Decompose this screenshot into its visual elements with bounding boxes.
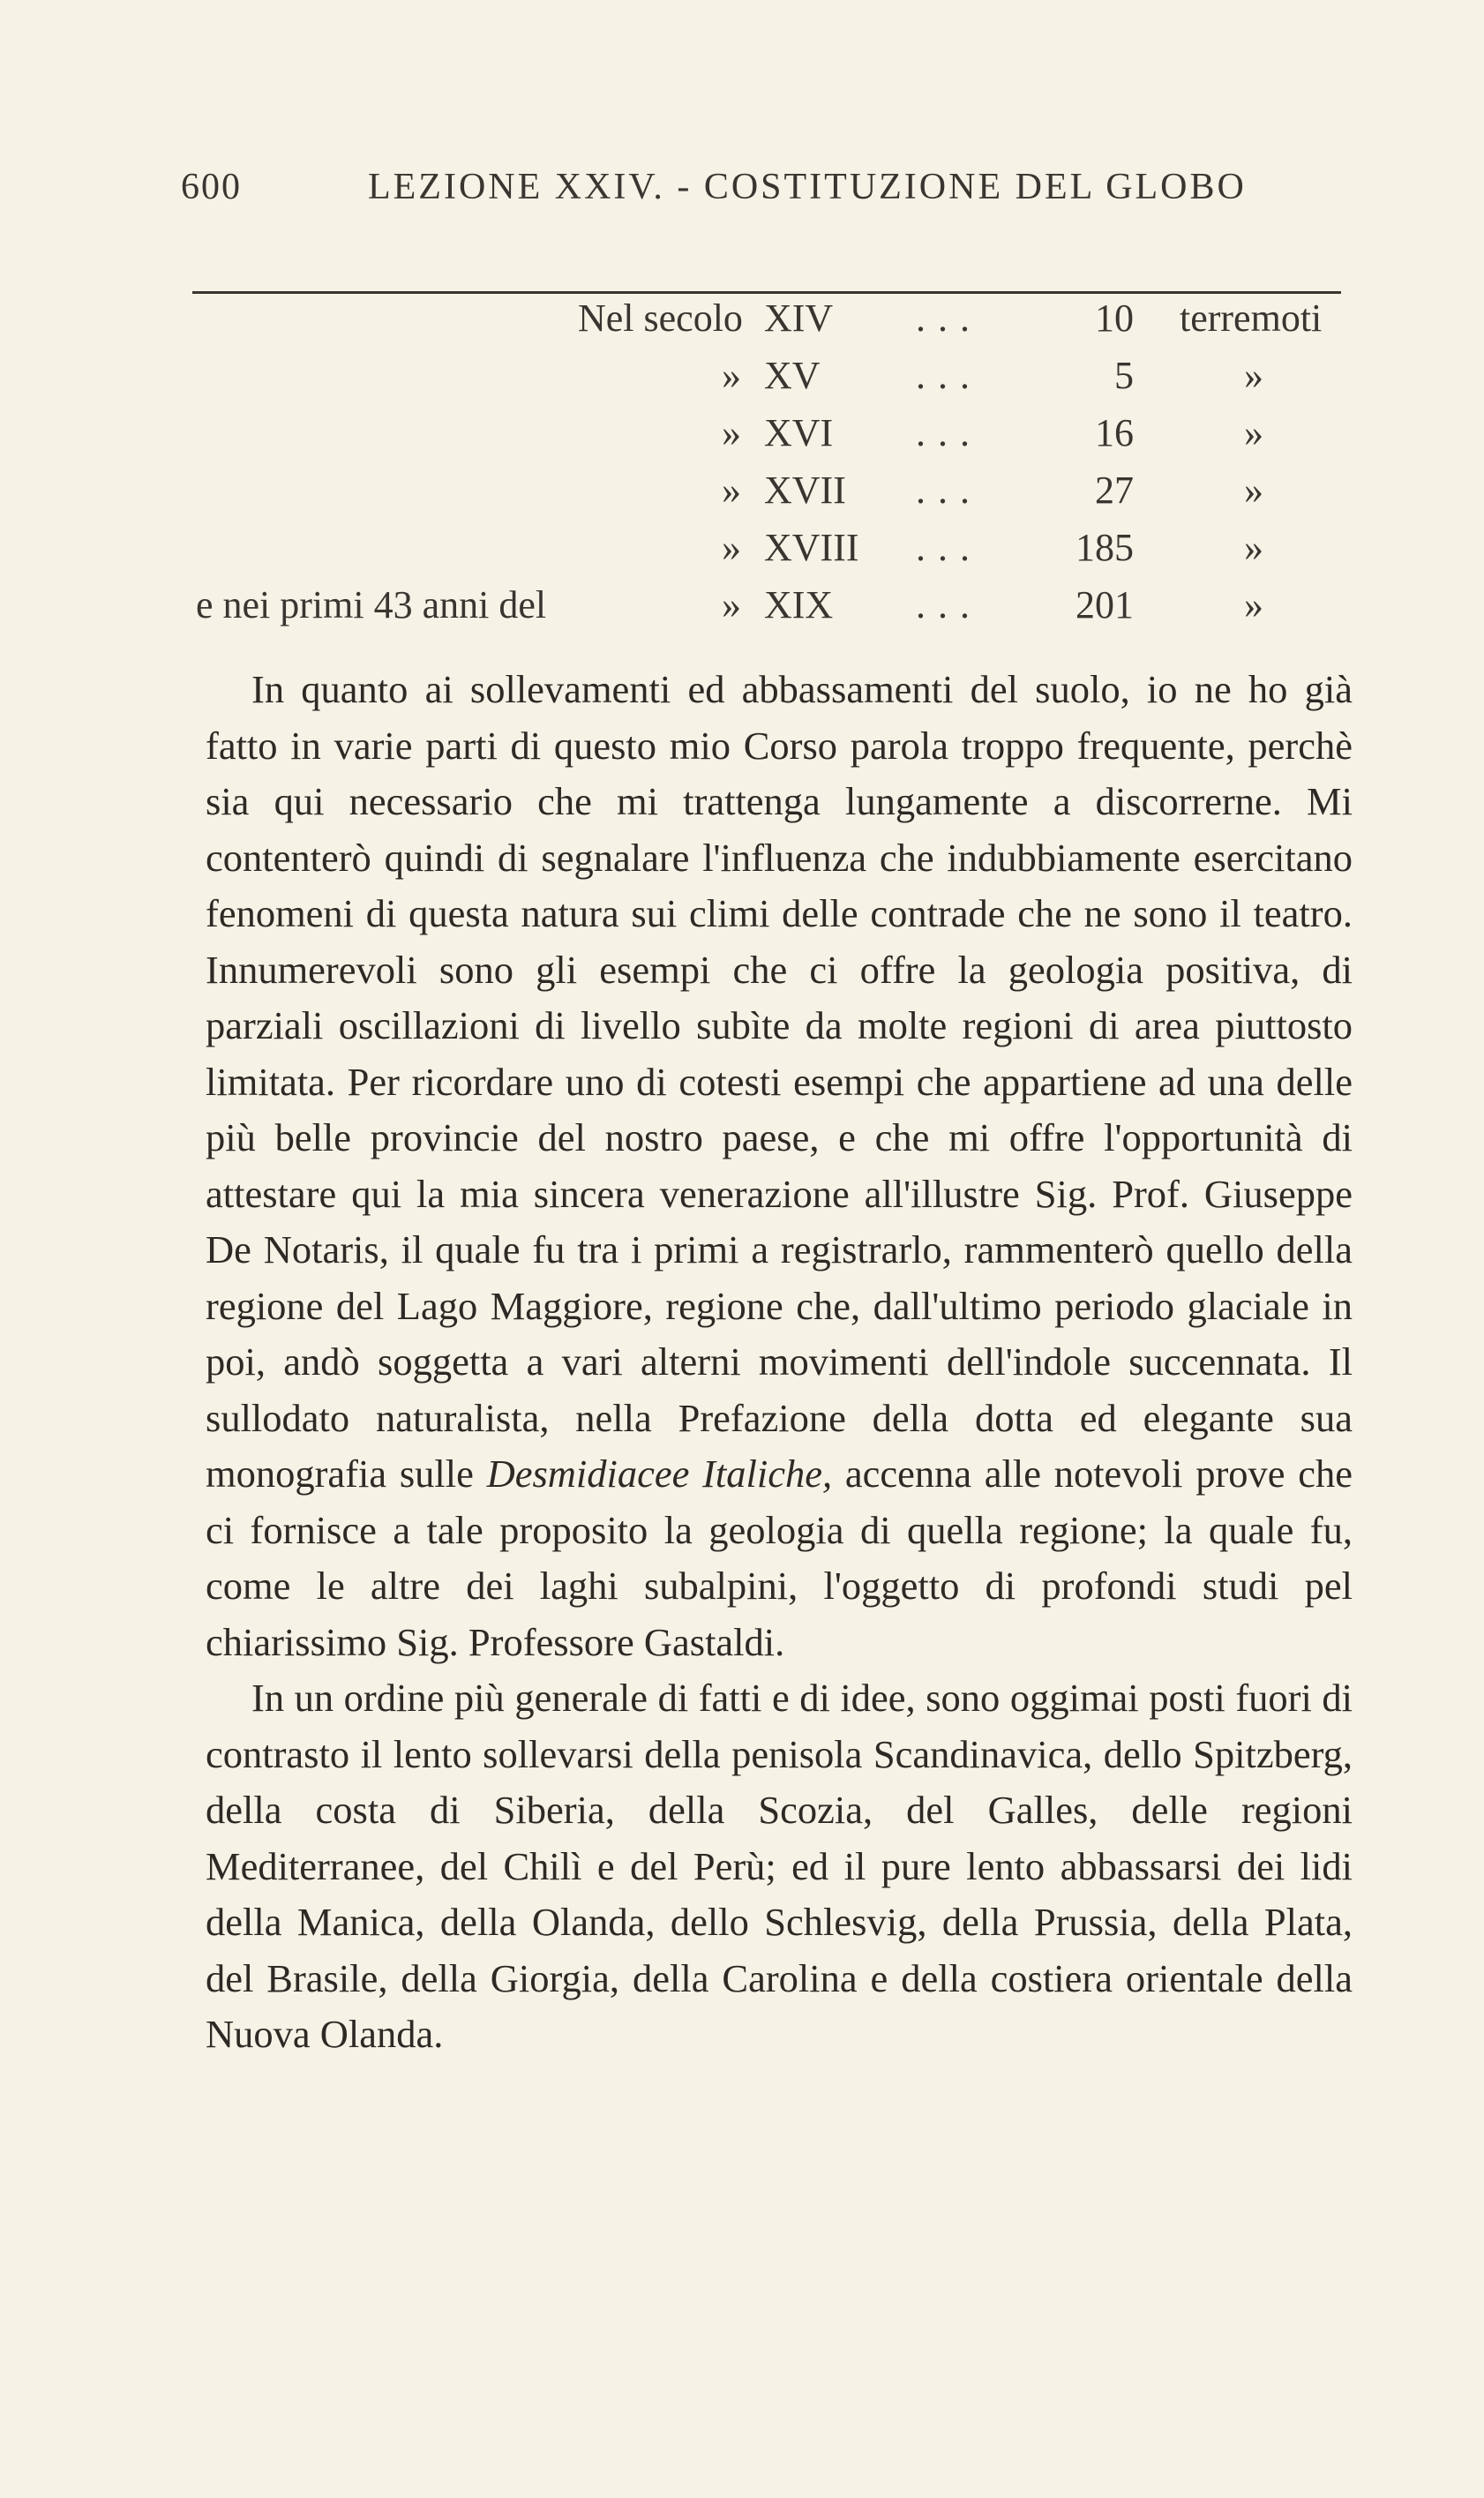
row-count: 10 — [1095, 296, 1134, 340]
row-unit: » — [1244, 583, 1263, 626]
row-prefix: Nel secolo — [578, 296, 743, 340]
row-dots: ... — [916, 296, 982, 340]
table-row — [0, 582, 1484, 635]
table-row — [0, 410, 1484, 463]
row-prefix: » — [722, 354, 741, 397]
row-dots: ... — [916, 411, 982, 454]
body-text — [206, 662, 1353, 2063]
row-dots: ... — [916, 583, 982, 626]
row-prefix: » — [722, 526, 741, 569]
row-count: 16 — [1095, 411, 1134, 454]
row-unit: terremoti — [1180, 296, 1323, 340]
row-century: XIX — [764, 583, 834, 626]
row-lead: e nei primi 43 anni del — [196, 583, 547, 626]
row-dots: ... — [916, 469, 982, 512]
row-dots: ... — [916, 526, 982, 569]
paragraph — [206, 662, 1353, 1670]
header-rule — [192, 291, 1341, 294]
row-unit: » — [1244, 526, 1263, 569]
table-row — [0, 353, 1484, 406]
row-unit: » — [1244, 354, 1263, 397]
paragraph: In un ordine più generale di fatti e di idee, sono oggimai posti fuori di contrasto il lento sollevarsi della penisola Scandinavica, dello Spitzberg, della costa di Siberia, della Scozia, del Galles, delle regioni Mediterranee, del Chilì e del Perù; ed il pure lento abbassarsi dei lidi della Manica, della Olanda, dello Schlesvig, della Prussia, della Plata, del Brasile, della Giorgia, della Carolina e della costiera orientale della Nuova Olanda. — [206, 1676, 1353, 2056]
row-unit: » — [1244, 411, 1263, 454]
row-count: 201 — [1076, 583, 1134, 626]
row-prefix: » — [722, 469, 741, 512]
row-dots: ... — [916, 354, 982, 397]
row-century: XVII — [764, 469, 846, 512]
row-century: XV — [764, 354, 821, 397]
row-unit: » — [1244, 469, 1263, 512]
page-header — [181, 166, 1345, 219]
row-century: XVIII — [764, 526, 859, 569]
table-row — [0, 296, 1484, 349]
row-count: 185 — [1076, 526, 1134, 569]
italic-title: Desmidiacee Italiche, — [486, 1452, 833, 1496]
page-number: 600 — [181, 167, 242, 207]
row-count: 27 — [1095, 469, 1134, 512]
running-title: LEZIONE XXIV. - COSTITUZIONE DEL GLOBO — [368, 167, 1247, 207]
table-row — [0, 525, 1484, 578]
row-century: XVI — [764, 411, 834, 454]
row-prefix: » — [722, 583, 741, 626]
row-prefix: » — [722, 411, 741, 454]
paragraph-text: accenna alle notevoli prove che ci fornisce a tale proposito la geologia di quella regione; la quale fu, come le altre dei laghi subalpini, l'oggetto di profondi studi pel chiarissimo Sig. Professore Gastaldi. — [206, 1452, 1353, 1664]
row-count: 5 — [1114, 354, 1134, 397]
table-row — [0, 468, 1484, 521]
paragraph-text: In quanto ai sollevamenti ed abbassamenti del suolo, io ne ho già fatto in varie parti di questo mio Corso parola troppo frequente, perchè sia qui necessario che mi trattenga lungamente a discorrerne. Mi contenterò quindi di segnalare l'influenza che indubbiamente esercitano fenomeni di questa natura sui climi delle contrade che ne sono il teatro. Innumerevoli sono gli esempi che ci offre la geologia positiva, di parziali oscillazioni di livello subìte da molte regioni di area piuttosto limitata. Per ricordare uno di cotesti esempi che appartiene ad una delle più belle provincie del nostro paese, e che mi offre l'opportunità di attestare qui la mia sincera venerazione all'illustre Sig. Prof. Giuseppe De Notaris, il quale fu tra i primi a registrarlo, rammenterò quello della regione del Lago Maggiore, regione che, dall'ultimo periodo glaciale in poi, andò soggetta a vari alterni movimenti dell'indole succennata. Il sullodato naturalista, nella Prefazione della dotta ed elegante sua monografia sulle — [206, 667, 1353, 1496]
row-century: XIV — [764, 296, 834, 340]
